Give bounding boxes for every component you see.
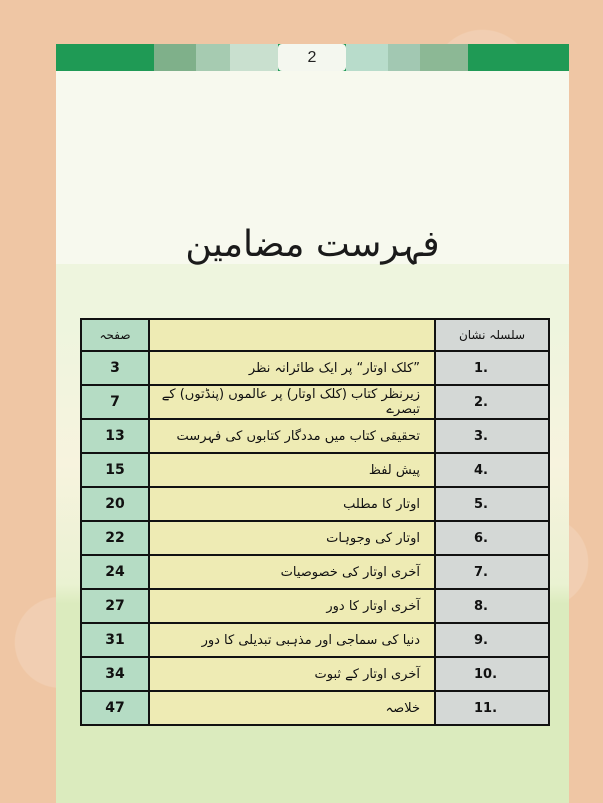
- table-row: [81, 521, 549, 555]
- header-stripe: [196, 44, 230, 71]
- serial-cell: 6.: [435, 521, 549, 555]
- contents-table: [80, 318, 550, 726]
- header-stripe: [154, 44, 196, 71]
- page-cell: 7: [81, 385, 149, 419]
- title-cell: خلاصہ: [149, 691, 435, 725]
- title-cell: تحقیقی کتاب میں مددگار کتابوں کی فہرست: [149, 419, 435, 453]
- serial-cell: 4.: [435, 453, 549, 487]
- serial-cell: 8.: [435, 589, 549, 623]
- title-cell: ”کلک اوتار“ پر ایک طائرانہ نظر: [149, 351, 435, 385]
- title-cell: آخری اوتار کے ثبوت: [149, 657, 435, 691]
- title-cell: اوتار کی وجوہات: [149, 521, 435, 555]
- serial-cell: 10.: [435, 657, 549, 691]
- table-row: [81, 589, 549, 623]
- table-row: [81, 555, 549, 589]
- page-cell: 13: [81, 419, 149, 453]
- header-page: صفحہ: [81, 319, 149, 351]
- header-serial: سلسلہ نشان: [435, 319, 549, 351]
- serial-cell: 3.: [435, 419, 549, 453]
- serial-cell: 5.: [435, 487, 549, 521]
- page-cell: 27: [81, 589, 149, 623]
- title-cell: دنیا کی سماجی اور مذہبی تبدیلی کا دور: [149, 623, 435, 657]
- serial-cell: 2.: [435, 385, 549, 419]
- page-cell: 22: [81, 521, 149, 555]
- serial-cell: 7.: [435, 555, 549, 589]
- table-row: [81, 623, 549, 657]
- header-stripe: [420, 44, 468, 71]
- table-row: [81, 351, 549, 385]
- title-cell: پیش لفظ: [149, 453, 435, 487]
- title-cell: اوتار کا مطلب: [149, 487, 435, 521]
- serial-cell: 1.: [435, 351, 549, 385]
- page-cell: 47: [81, 691, 149, 725]
- page-title: فہرست مضامین: [185, 224, 440, 265]
- table-header-row: [81, 319, 549, 351]
- title-cell: آخری اوتار کا دور: [149, 589, 435, 623]
- title-cell: آخری اوتار کی خصوصیات: [149, 555, 435, 589]
- table-row: [81, 487, 549, 521]
- header-stripe: [346, 44, 388, 71]
- serial-cell: 9.: [435, 623, 549, 657]
- table-row: [81, 691, 549, 725]
- page-cell: 3: [81, 351, 149, 385]
- table-row: [81, 419, 549, 453]
- page-number: 2: [278, 44, 346, 71]
- header-title: [149, 319, 435, 351]
- title-cell: زیرنظر کتاب (کلک اوتار) پر عالموں (پنڈتوں) کے تبصرے: [149, 385, 435, 419]
- header-stripe: [230, 44, 278, 71]
- page-cell: 15: [81, 453, 149, 487]
- page-cell: 24: [81, 555, 149, 589]
- document-page: [56, 44, 569, 803]
- table-row: [81, 453, 549, 487]
- page-cell: 34: [81, 657, 149, 691]
- serial-cell: 11.: [435, 691, 549, 725]
- table-row: [81, 385, 549, 419]
- header-bar: [56, 44, 569, 71]
- page-cell: 20: [81, 487, 149, 521]
- page-cell: 31: [81, 623, 149, 657]
- header-stripe: [388, 44, 420, 71]
- table-row: [81, 657, 549, 691]
